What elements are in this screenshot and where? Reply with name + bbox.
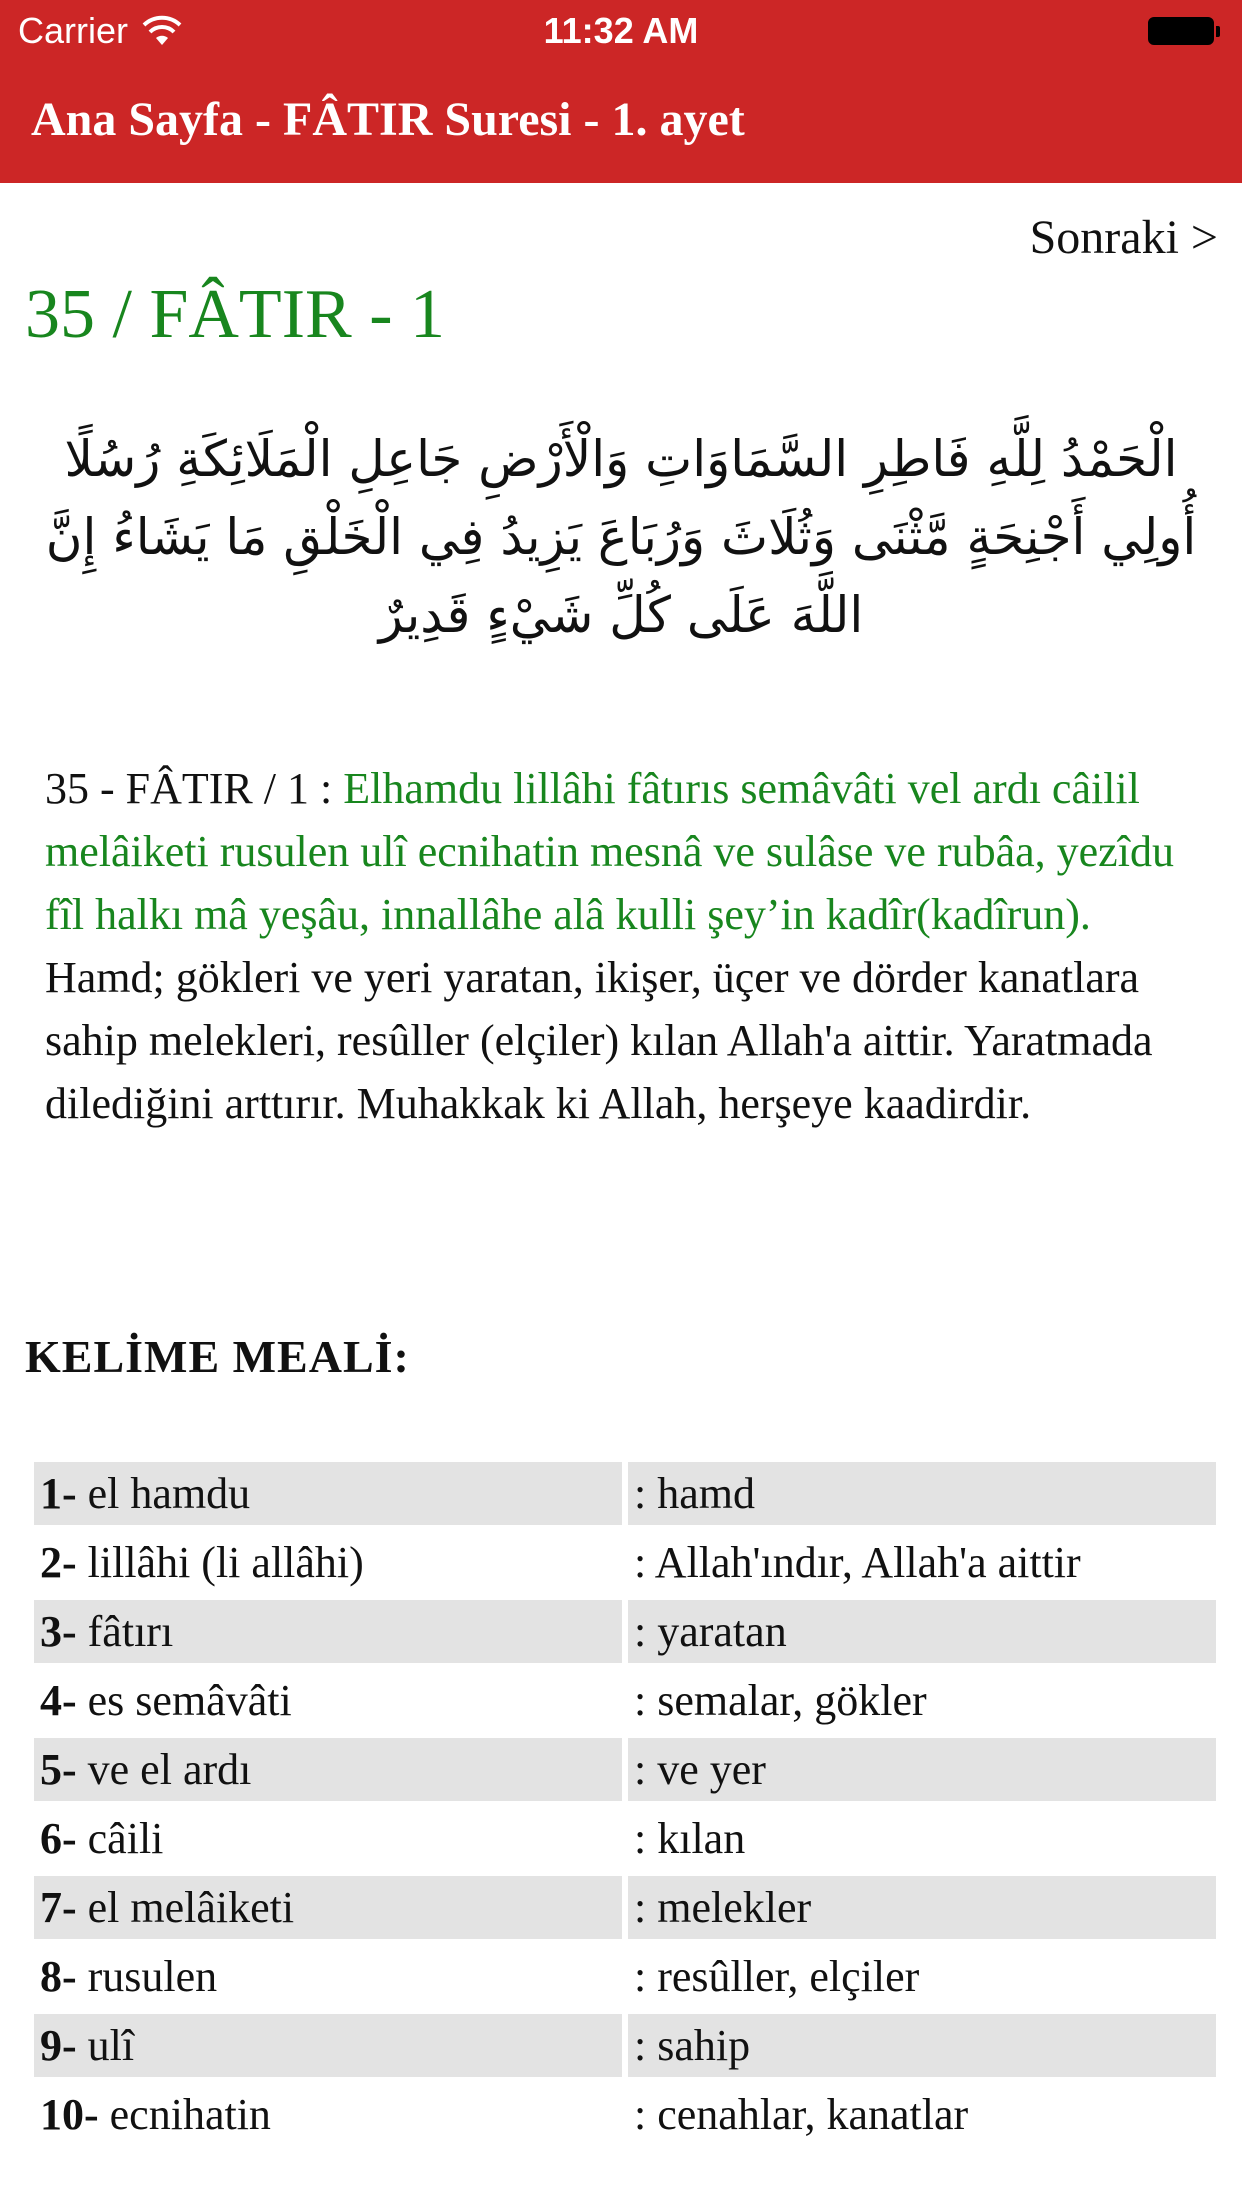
navigation-bar: [0, 0, 1242, 183]
word-number: 2-: [40, 1538, 77, 1587]
word-number: 10-: [40, 2090, 99, 2139]
word-number: 1-: [40, 1469, 77, 1518]
table-row: [34, 1738, 1216, 1801]
word-meaning-heading: KELİME MEALİ:: [25, 1331, 410, 1382]
word-text: ecnihatin: [109, 2090, 271, 2139]
word-text: ve el ardı: [87, 1745, 252, 1794]
word-meaning: : kılan: [634, 1814, 746, 1863]
word-number: 6-: [40, 1814, 77, 1863]
word-number: 3-: [40, 1607, 77, 1656]
word-text: es semâvâti: [87, 1676, 292, 1725]
word-text: el hamdu: [87, 1469, 251, 1518]
word-text: câili: [87, 1814, 164, 1863]
verse-meaning: [45, 757, 1215, 1135]
table-row: [34, 1600, 1216, 1663]
word-number: 5-: [40, 1745, 77, 1794]
carrier-label: Carrier: [18, 10, 129, 51]
verse-translation: Hamd; gökleri ve yeri yaratan, ikişer, üçer ve dörder kanatlara sahip melekleri, resûller (elçiler) kılan Allah'a aittir. Yaratmada dilediğini arttırır. Muhakkak ki Allah, herşeye kaadirdir.: [45, 953, 1153, 1128]
table-row: [34, 2014, 1216, 2077]
word-text: ulî: [87, 2021, 135, 2070]
word-meaning: : cenahlar, kanatlar: [634, 2090, 969, 2139]
word-meaning: : semalar, gökler: [634, 1676, 927, 1725]
word-text: fâtırı: [87, 1607, 174, 1656]
table-row: [34, 2083, 1216, 2146]
verse-transliteration: Elhamdu lillâhi fâtırıs semâvâti vel ardı câilil melâiketi rusulen ulî ecnihatin mesnâ ve sulâse ve rubâa, yezîdu fîl halkı mâ yeşâu, innallâhe alâ kulli şey’in kadîr(kadîrun).: [45, 764, 1174, 939]
ayah-title: 35 / FÂTIR - 1: [25, 276, 445, 353]
table-row: [34, 1531, 1216, 1594]
word-number: 4-: [40, 1676, 77, 1725]
word-meaning: : melekler: [628, 1876, 1216, 1939]
table-row: [34, 1807, 1216, 1870]
word-meaning: : hamd: [628, 1462, 1216, 1525]
status-time: 11:32 AM: [543, 10, 699, 51]
arabic-verse: الْحَمْدُ لِلَّهِ فَاطِرِ السَّمَاوَاتِ وَالْأَرْضِ جَاعِلِ الْمَلَائِكَةِ رُسُلًا أُولِي أَجْنِحَةٍ مَّثْنَى وَثُلَاثَ وَرُبَاعَ يَزِيدُ فِي الْخَلْقِ مَا يَشَاءُ إِنَّ اللَّهَ عَلَى كُلِّ شَيْءٍ قَدِيرٌ: [45, 430, 1197, 644]
word-text: lillâhi (li allâhi): [87, 1538, 364, 1587]
word-meaning: : resûller, elçiler: [634, 1952, 920, 2001]
word-number: 7-: [40, 1883, 77, 1932]
table-row: [34, 1876, 1216, 1939]
word-meaning: : ve yer: [628, 1738, 1216, 1801]
table-row: [34, 1945, 1216, 2008]
word-meaning: : yaratan: [628, 1600, 1216, 1663]
word-meaning: : sahip: [628, 2014, 1216, 2077]
word-meaning-table: [28, 1456, 1222, 2152]
word-meaning: : Allah'ındır, Allah'a aittir: [634, 1538, 1081, 1587]
word-text: rusulen: [87, 1952, 218, 2001]
table-row: [34, 1669, 1216, 1732]
verse-reference: 35 - FÂTIR / 1 :: [45, 764, 344, 813]
battery-icon: [1148, 16, 1222, 46]
next-ayah-link[interactable]: Sonraki >: [1029, 211, 1218, 264]
table-row: [34, 1462, 1216, 1525]
word-number: 9-: [40, 2021, 77, 2070]
word-text: el melâiketi: [87, 1883, 295, 1932]
word-number: 8-: [40, 1952, 77, 2001]
page-title[interactable]: Ana Sayfa - FÂTIR Suresi - 1. ayet: [31, 93, 745, 146]
status-bar: [0, 0, 1242, 60]
